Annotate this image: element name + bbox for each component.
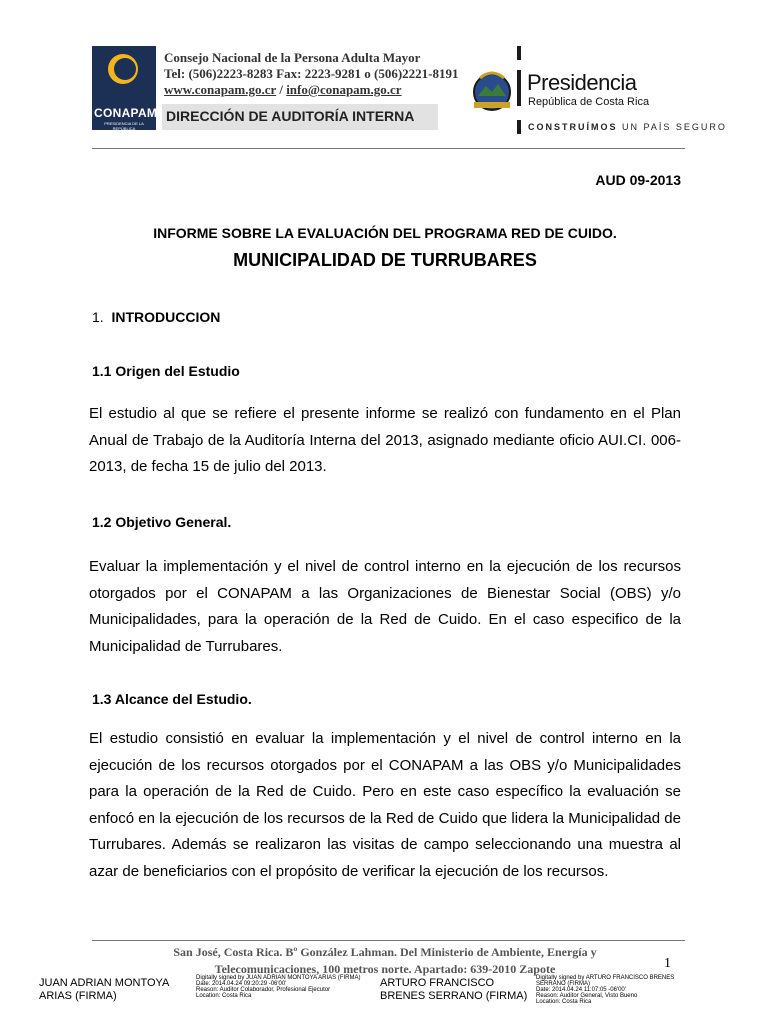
coat-of-arms-icon <box>470 68 514 112</box>
gov-slogan: CONSTRUÍMOS UN PAÍS SEGURO <box>528 122 727 132</box>
divider-bar <box>517 70 521 106</box>
subsection-heading: 1.2 Objetivo General. <box>92 514 232 530</box>
header-divider <box>92 148 685 149</box>
signature-details: Digitally signed by JUAN ADRIAN MONTOYA ARIAS (FIRMA) Date: 2014.04.24 09:20:29 -06'00' Reason: Auditor Colaborador, Profesional Ejecutor Location: Costa Rica <box>196 975 361 999</box>
conapam-logo <box>92 46 156 130</box>
report-subtitle: MUNICIPALIDAD DE TURRUBARES <box>233 250 537 270</box>
page-number: 1 <box>664 956 671 971</box>
divider-bar <box>517 46 521 60</box>
subsection-heading: 1.3 Alcance del Estudio. <box>92 691 252 707</box>
org-contacts: www.conapam.go.cr / info@conapam.go.cr <box>164 82 402 97</box>
org-name: Consejo Nacional de la Persona Adulta Mayor <box>164 50 421 65</box>
email-link[interactable]: info@conapam.go.cr <box>286 82 402 97</box>
gov-title: Presidencia <box>527 70 637 95</box>
department-name: DIRECCIÓN DE AUDITORÍA INTERNA <box>166 108 415 124</box>
paragraph: Evaluar la implementación y el nivel de control interno en la ejecución de los recursos otorgados por el CONAPAM a las Organizaciones de Bienestar Social (OBS) y/o Municipalidades, para la operación de la Red de Cuido. En el caso especifico de la Municipalidad de Turrubares. <box>89 558 681 655</box>
website-link[interactable]: www.conapam.go.cr <box>164 82 277 97</box>
subsection-heading: 1.1 Origen del Estudio <box>92 363 240 379</box>
org-phones: Tel: (506)2223-8283 Fax: 2223-9281 o (506)2221-8191 <box>164 66 459 81</box>
report-title: INFORME SOBRE LA EVALUACIÓN DEL PROGRAMA RED DE CUIDO. <box>153 225 617 241</box>
paragraph: El estudio consistió en evaluar la implementación y el nivel de control interno en la ejecución de los recursos otorgados por el CONAPAM a las OBS y/o Municipalidades para la operación de la Red de Cuido. Pero en este caso específico la evaluación se enfocó en la ejecución de los recursos de la Red de Cuido que lidera la Municipalidad de Turrubares. Además se realizaron las visitas de campo seleccionando una muestra al azar de beneficiarios con el propósito de verificar la ejecución de los recursos. <box>89 730 681 880</box>
signature-details: Digitally signed by ARTURO FRANCISCO BRENES SERRANO (FIRMA) Date: 2014.04.24 11:07:05 -06'00' Reason: Auditor General, Visto Bueno Location: Costa Rica <box>536 975 675 1005</box>
signer-name: JUAN ADRIAN MONTOYA ARIAS (FIRMA) <box>39 977 169 1002</box>
footer-address: San José, Costa Rica. Bº González Lahman. Del Ministerio de Ambiente, Energía y <box>173 945 597 959</box>
footer-address: Telecomunicaciones, 100 metros norte. Apartado: 639-2010 Zapote <box>214 962 556 976</box>
gov-subtitle: República de Costa Rica <box>528 96 650 108</box>
department-banner <box>162 104 438 130</box>
logo-subtext: PRESIDENCIA DE LA REPÚBLICA <box>104 121 144 131</box>
logo-wordmark: CONAPAM <box>94 106 158 120</box>
footer-divider <box>92 940 685 941</box>
signer-name: ARTURO FRANCISCO BRENES SERRANO (FIRMA) <box>380 977 528 1002</box>
report-reference: AUD 09-2013 <box>595 172 681 188</box>
divider-bar <box>517 120 521 134</box>
paragraph: El estudio al que se refiere el presente informe se realizó con fundamento en el Plan Anual de Trabajo de la Auditoría Interna del 2013, asignado mediante oficio AUI.CI. 006-2013, de fecha 15 de julio del 2013. <box>89 405 681 475</box>
section-heading: 1. INTRODUCCION <box>92 309 221 325</box>
